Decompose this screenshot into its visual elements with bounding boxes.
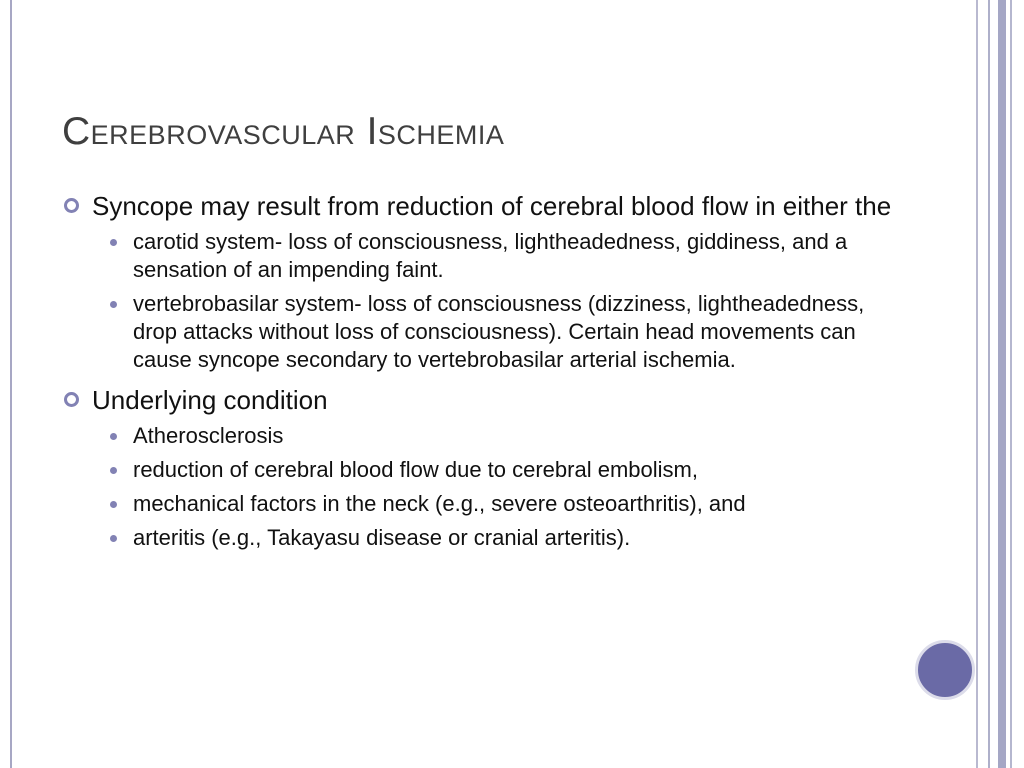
ring-bullet-icon (64, 392, 79, 407)
sub-bullet-text: carotid system- loss of consciousness, lightheadedness, giddiness, and a sensation of an impending faint. (133, 229, 848, 282)
dot-bullet-icon (110, 239, 117, 246)
frame-stripe (976, 0, 978, 768)
sub-bullet-text: arteritis (e.g., Takayasu disease or cranial arteritis). (133, 525, 631, 550)
sub-bullet-text: Atherosclerosis (133, 423, 284, 448)
right-frame-stripes (976, 0, 1024, 768)
slide-content (62, 190, 892, 562)
frame-stripe (998, 0, 1006, 768)
sub-bullet-text: vertebrobasilar system- loss of consciousness (dizziness, lightheadedness, drop attacks without loss of consciousness). Certain head movements can cause syncope secondary to vertebrobasilar arterial ischemia. (133, 291, 865, 372)
left-frame-line (10, 0, 12, 768)
frame-stripe (988, 0, 990, 768)
bullet-text: Underlying condition (92, 385, 328, 415)
sub-bullet-item (62, 524, 892, 552)
sub-bullet-text: reduction of cerebral blood flow due to cerebral embolism, (133, 457, 698, 482)
dot-bullet-icon (110, 535, 117, 542)
dot-bullet-icon (110, 501, 117, 508)
sub-bullet-item (62, 228, 892, 284)
bullet-item (62, 384, 892, 416)
dot-bullet-icon (110, 467, 117, 474)
bullet-text: Syncope may result from reduction of cerebral blood flow in either the (92, 191, 892, 221)
sub-bullet-text: mechanical factors in the neck (e.g., severe osteoarthritis), and (133, 491, 746, 516)
sub-bullet-list (62, 228, 892, 374)
frame-stripe (1010, 0, 1012, 768)
slide-title: Cerebrovascular Ischemia (62, 110, 505, 153)
sub-bullet-item (62, 456, 892, 484)
bullet-item (62, 190, 892, 222)
sub-bullet-list (62, 422, 892, 552)
dot-bullet-icon (110, 301, 117, 308)
circle-accent-decoration (915, 640, 975, 700)
dot-bullet-icon (110, 433, 117, 440)
sub-bullet-item (62, 490, 892, 518)
sub-bullet-item (62, 422, 892, 450)
ring-bullet-icon (64, 198, 79, 213)
sub-bullet-item (62, 290, 892, 374)
